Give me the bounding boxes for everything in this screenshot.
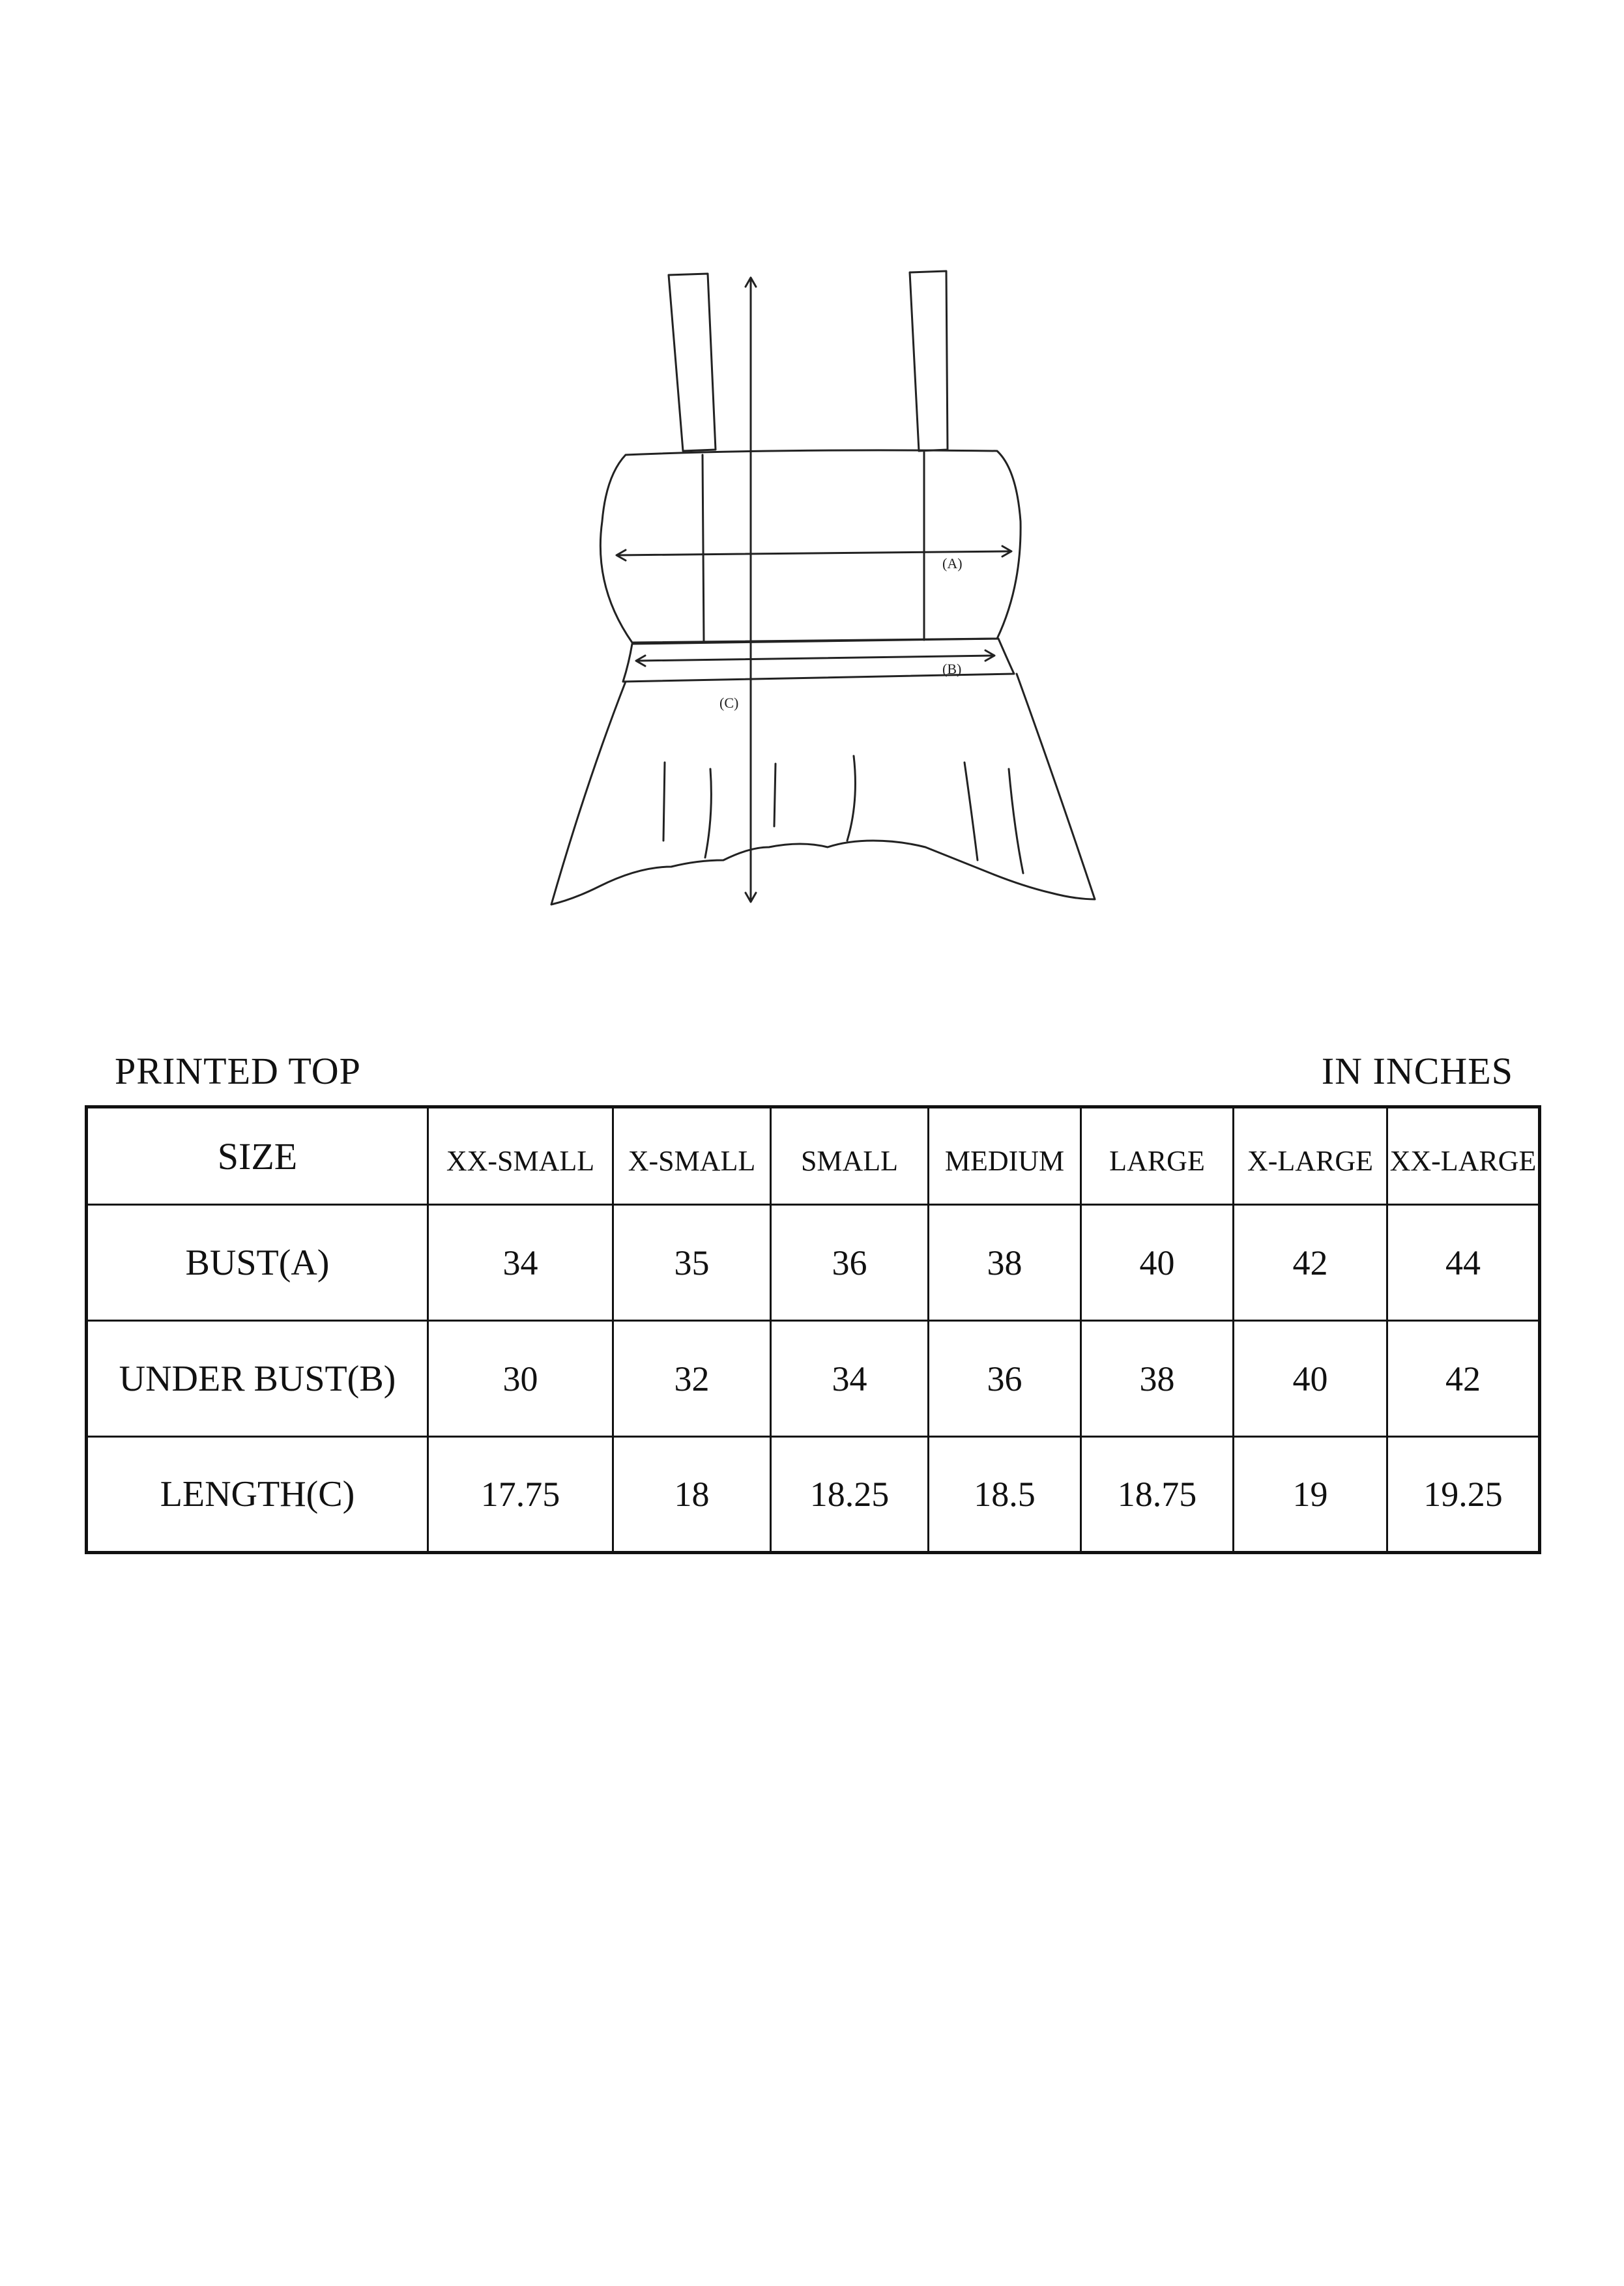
label-c: (C) <box>719 695 739 711</box>
left-strap <box>669 274 716 451</box>
size-header: SIZE <box>87 1107 428 1205</box>
table-cell: 17.75 <box>428 1437 613 1553</box>
table-cell: 18.5 <box>929 1437 1081 1553</box>
size-small: SMALL <box>771 1107 929 1205</box>
right-strap <box>910 271 948 451</box>
table-cell: 19 <box>1234 1437 1387 1553</box>
size-medium: MEDIUM <box>929 1107 1081 1205</box>
table-cell: 34 <box>771 1321 929 1437</box>
under-bust-arrow <box>637 656 993 661</box>
size-large: LARGE <box>1081 1107 1234 1205</box>
size-xx-small: XX-SMALL <box>428 1107 613 1205</box>
table-cell: 18 <box>613 1437 771 1553</box>
table-row <box>87 1205 1540 1321</box>
unit-label: IN INCHES <box>1321 1050 1513 1092</box>
table-cell: 19.25 <box>1387 1437 1540 1553</box>
table-cell: 36 <box>771 1205 929 1321</box>
table-row <box>87 1437 1540 1553</box>
table-cell: 40 <box>1081 1205 1234 1321</box>
size-xx-large: XX-LARGE <box>1387 1107 1540 1205</box>
size-x-large: X-LARGE <box>1234 1107 1387 1205</box>
header-row <box>87 1107 1540 1205</box>
label-a: (A) <box>942 555 963 572</box>
table-cell: 32 <box>613 1321 771 1437</box>
table-cell: 18.25 <box>771 1437 929 1553</box>
table-cell: 36 <box>929 1321 1081 1437</box>
table-cell: 18.75 <box>1081 1437 1234 1553</box>
table-cell: 40 <box>1234 1321 1387 1437</box>
garment-sketch <box>534 261 1108 925</box>
size-x-small: X-SMALL <box>613 1107 771 1205</box>
table-cell: 38 <box>929 1205 1081 1321</box>
product-title: PRINTED TOP <box>115 1050 361 1092</box>
row-label-under-bust: UNDER BUST(B) <box>87 1321 428 1437</box>
table-cell: 34 <box>428 1205 613 1321</box>
table-cell: 38 <box>1081 1321 1234 1437</box>
table-row <box>87 1321 1540 1437</box>
table-cell: 42 <box>1234 1205 1387 1321</box>
bodice-outline <box>600 450 1021 643</box>
table-cell: 44 <box>1387 1205 1540 1321</box>
table-cell: 35 <box>613 1205 771 1321</box>
row-label-length: LENGTH(C) <box>87 1437 428 1553</box>
table-cell: 30 <box>428 1321 613 1437</box>
row-label-bust: BUST(A) <box>87 1205 428 1321</box>
peplum <box>551 674 1095 904</box>
table-cell: 42 <box>1387 1321 1540 1437</box>
label-b: (B) <box>942 661 962 677</box>
size-chart-table <box>85 1105 1541 1554</box>
